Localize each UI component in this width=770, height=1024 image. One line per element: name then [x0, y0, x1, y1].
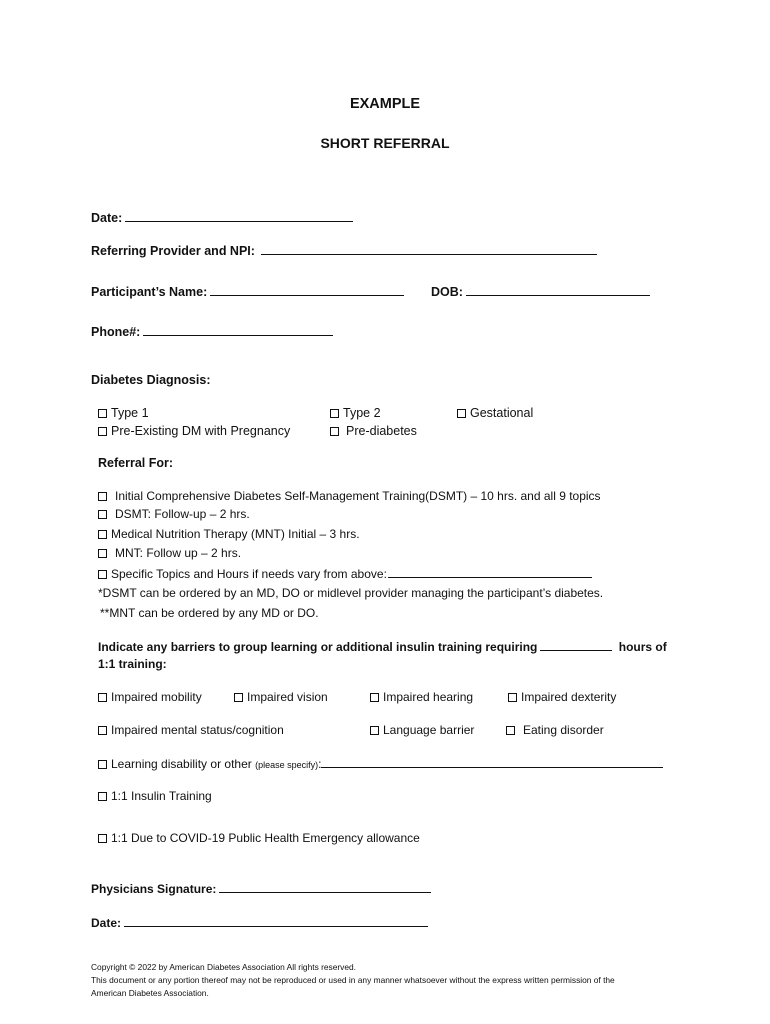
dsmt-note: *DSMT can be ordered by an MD, DO or midlevel provider managing the participant’s diabetes.: [98, 586, 604, 600]
specific-topics-line: [388, 566, 592, 578]
checkbox-icon: [98, 760, 107, 769]
association-line: American Diabetes Association.: [91, 988, 209, 998]
checkbox-icon: [98, 549, 107, 558]
checkbox-icon: [98, 726, 107, 735]
permission-line: This document or any portion thereof may not be reproduced or used in any manner whatsoever without the express written permission of the: [91, 975, 615, 985]
checkbox-type2[interactable]: Type 2: [330, 406, 381, 420]
dob-label: DOB:: [431, 285, 463, 299]
checkbox-impaired-mobility[interactable]: Impaired mobility: [98, 690, 202, 704]
checkbox-icon: [98, 510, 107, 519]
signature-date-field[interactable]: [91, 915, 428, 930]
hours-line[interactable]: [540, 639, 612, 651]
checkbox-icon: [98, 427, 107, 436]
date-label: Date:: [91, 211, 123, 225]
checkbox-mnt-followup[interactable]: MNT: Follow up – 2 hrs.: [98, 546, 241, 560]
checkbox-icon: [98, 693, 107, 702]
checkbox-impaired-hearing[interactable]: Impaired hearing: [370, 690, 473, 704]
checkbox-specific-topics[interactable]: Specific Topics and Hours if needs vary from above:: [98, 566, 592, 581]
date-line: [125, 210, 353, 222]
checkbox-mnt-initial[interactable]: Medical Nutrition Therapy (MNT) Initial – 3 hrs.: [98, 527, 360, 541]
checkbox-icon: [98, 570, 107, 579]
participant-field[interactable]: [91, 284, 404, 299]
signature-field[interactable]: [91, 881, 431, 896]
dob-line: [466, 284, 650, 296]
checkbox-impaired-mental[interactable]: Impaired mental status/cognition: [98, 723, 284, 737]
page-title: EXAMPLE: [349, 96, 421, 112]
diagnosis-heading: Diabetes Diagnosis:: [91, 373, 211, 387]
checkbox-icon: [98, 792, 107, 801]
barriers-heading-line2: 1:1 training:: [98, 657, 167, 671]
checkbox-learning-disability[interactable]: Learning disability or other (please specify):: [98, 756, 663, 771]
signature-line: [219, 881, 431, 893]
barriers-heading: Indicate any barriers to group learning or additional insulin training requiring hours of: [98, 640, 667, 654]
checkbox-icon: [98, 834, 107, 843]
checkbox-eating-disorder[interactable]: Eating disorder: [506, 723, 604, 737]
copyright-line: Copyright © 2022 by American Diabetes Association All rights reserved.: [91, 962, 356, 972]
provider-field[interactable]: [91, 243, 597, 258]
phone-field[interactable]: [91, 324, 333, 339]
phone-line: [143, 324, 333, 336]
participant-label: Participant’s Name:: [91, 285, 208, 299]
checkbox-impaired-vision[interactable]: Impaired vision: [234, 690, 328, 704]
checkbox-icon: [98, 492, 107, 501]
checkbox-type1[interactable]: Type 1: [98, 406, 149, 420]
checkbox-icon: [457, 409, 466, 418]
learning-disability-line: [321, 756, 663, 768]
checkbox-icon: [506, 726, 515, 735]
checkbox-icon: [370, 726, 379, 735]
signature-label: Physicians Signature:: [91, 882, 217, 896]
checkbox-preexisting[interactable]: Pre-Existing DM with Pregnancy: [98, 424, 290, 438]
checkbox-impaired-dexterity[interactable]: Impaired dexterity: [508, 690, 616, 704]
checkbox-icon: [98, 530, 107, 539]
checkbox-icon: [370, 693, 379, 702]
checkbox-icon: [330, 427, 339, 436]
checkbox-initial-dsmt[interactable]: Initial Comprehensive Diabetes Self-Management Training(DSMT) – 10 hrs. and all 9 topics: [98, 489, 601, 503]
provider-label: Referring Provider and NPI:: [91, 244, 255, 258]
signature-date-label: Date:: [91, 916, 122, 930]
checkbox-icon: [234, 693, 243, 702]
provider-line: [261, 243, 597, 255]
referral-heading: Referral For:: [98, 456, 174, 470]
mnt-note: **MNT can be ordered by any MD or DO.: [100, 606, 319, 620]
checkbox-icon: [98, 409, 107, 418]
page-subtitle: SHORT REFERRAL: [320, 135, 450, 151]
phone-label: Phone#:: [91, 325, 141, 339]
checkbox-insulin-training[interactable]: 1:1 Insulin Training: [98, 789, 212, 803]
checkbox-covid-allowance[interactable]: 1:1 Due to COVID-19 Public Health Emergency allowance: [98, 831, 420, 845]
date-field[interactable]: [91, 210, 353, 225]
checkbox-language-barrier[interactable]: Language barrier: [370, 723, 474, 737]
checkbox-prediabetes[interactable]: Pre-diabetes: [330, 424, 417, 438]
signature-date-line: [124, 915, 428, 927]
checkbox-dsmt-followup[interactable]: DSMT: Follow-up – 2 hrs.: [98, 507, 250, 521]
checkbox-gestational[interactable]: Gestational: [457, 406, 533, 420]
checkbox-icon: [330, 409, 339, 418]
checkbox-icon: [508, 693, 517, 702]
participant-line: [210, 284, 404, 296]
dob-field[interactable]: [431, 284, 650, 299]
